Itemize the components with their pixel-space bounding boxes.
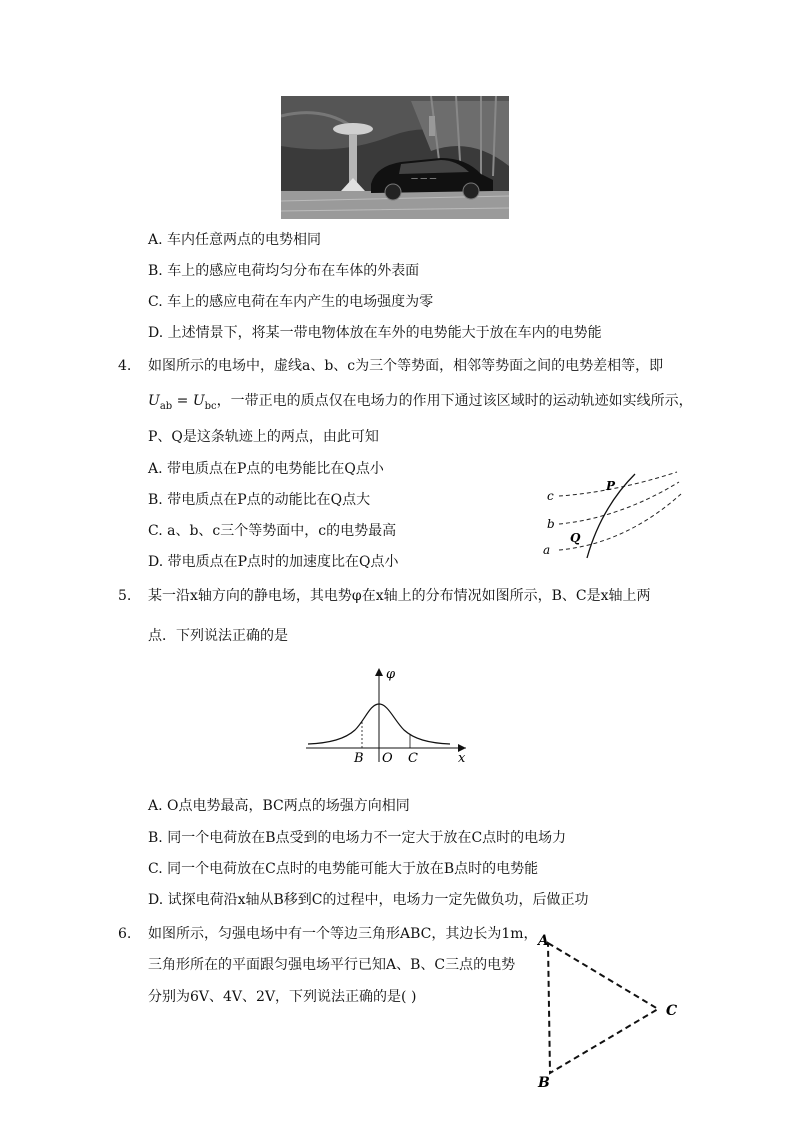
q6-stem-line3: 分别为6V、4V、2V，下列说法正确的是( ) (148, 989, 417, 1005)
q4-formula-u1: U (148, 393, 160, 409)
label-B: B (354, 751, 364, 764)
vertex-A: A (538, 933, 549, 949)
label-a: a (543, 543, 551, 557)
label-phi: φ (386, 667, 396, 682)
q4-formula-u2: U (192, 393, 205, 409)
label-c: c (547, 489, 554, 503)
q5-option-d: D. 试探电荷沿x轴从B移到C的过程中，电场力一定先做负功，后做正功 (148, 892, 589, 908)
q4-option-a: A. 带电质点在P点的电势能比在Q点小 (148, 461, 384, 477)
q4-stem-line2 (148, 392, 693, 416)
q4-sub-bc: bc (204, 400, 217, 412)
q6-number: 6. (118, 926, 132, 942)
q4-option-c: C. a、b、c三个等势面中，c的电势最高 (148, 523, 397, 539)
q3-option-d: D. 上述情景下，将某一带电物体放在车外的电势能大于放在车内的电势能 (148, 325, 602, 341)
triangle-abc (548, 943, 658, 1073)
q4-option-d: D. 带电质点在P点时的加速度比在Q点小 (148, 554, 399, 570)
q6-triangle-figure (530, 925, 690, 1093)
vertex-C: C (666, 1003, 678, 1019)
q4-stem-line1: 如图所示的电场中，虚线a、b、c为三个等势面，相邻等势面之间的电势差相等，即 (148, 358, 664, 374)
q6-stem-line1: 如图所示，匀强电场中有一个等边三角形ABC，其边长为1m， (148, 926, 538, 942)
q3-option-b: B. 车上的感应电荷均匀分布在车体的外表面 (148, 263, 420, 279)
q3-option-c: C. 车上的感应电荷在车内产生的电场强度为零 (148, 294, 434, 310)
label-P: P (606, 479, 616, 493)
q4-equipotential-figure (535, 468, 685, 560)
q4-number: 4. (118, 358, 132, 374)
q4-option-b: B. 带电质点在P点的动能比在Q点大 (148, 492, 371, 508)
label-b: b (547, 517, 555, 531)
q3-option-a: A. 车内任意两点的电势相同 (148, 232, 322, 248)
q5-stem-line1: 某一沿x轴方向的静电场，其电势φ在x轴上的分布情况如图所示，B、C是x轴上两 (148, 588, 651, 604)
q6-stem-line2: 三角形所在的平面跟匀强电场平行已知A、B、C三点的电势 (148, 957, 516, 973)
label-x: x (458, 751, 466, 764)
q5-option-a: A. O点电势最高，BC两点的场强方向相同 (148, 798, 410, 814)
q4-equals: = (172, 393, 193, 409)
label-Q: Q (570, 531, 581, 545)
q5-stem-line2: 点．下列说法正确的是 (148, 628, 288, 644)
faraday-car-photo (281, 96, 509, 219)
label-C: C (408, 751, 418, 764)
q5-potential-graph (300, 664, 480, 764)
equipotential-b (559, 482, 679, 524)
svg-text:— — —: — — — (411, 174, 437, 182)
q5-number: 5. (118, 588, 132, 604)
q4-sub-ab: ab (159, 400, 173, 412)
q4-stem-line3: P、Q是这条轨迹上的两点，由此可知 (148, 429, 379, 445)
q4-stem-line2-rest: ，一带正电的质点仅在电场力的作用下通过该区域时的运动轨迹如实线所示， (216, 393, 693, 409)
q5-option-c: C. 同一个电荷放在C点时的电势能可能大于放在B点时的电势能 (148, 861, 539, 877)
label-O: O (382, 751, 393, 764)
vertex-B: B (538, 1075, 550, 1091)
photo-drawing (281, 96, 509, 219)
phi-axis-arrow (375, 668, 383, 676)
q5-option-b: B. 同一个电荷放在B点受到的电场力不一定大于放在C点时的电场力 (148, 830, 567, 846)
equipotential-c (559, 472, 677, 496)
